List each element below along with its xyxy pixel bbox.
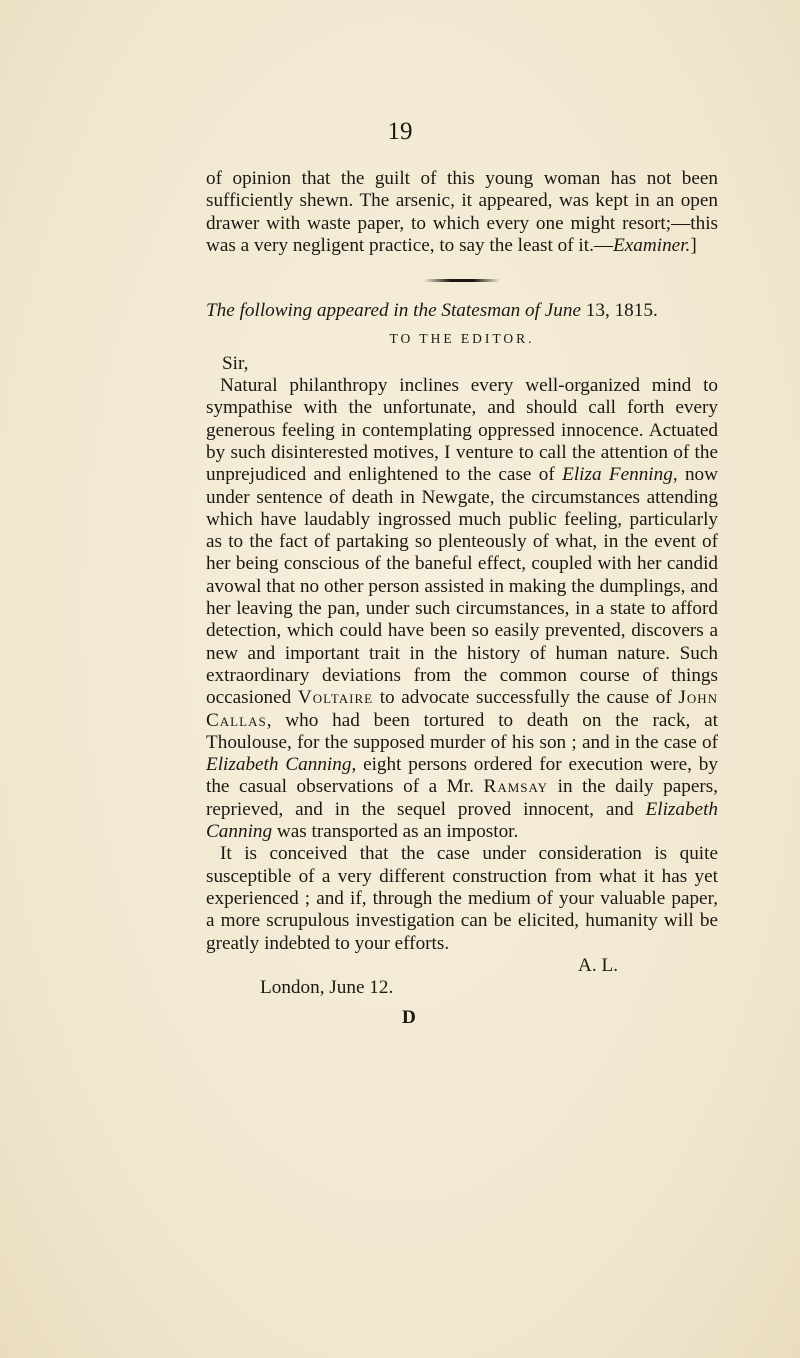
name-john-callas: John Callas — [206, 687, 718, 731]
para1-text: to advocate successfully the cause of — [373, 687, 679, 709]
para1-text: was transported as an impostor. — [272, 821, 519, 843]
section-heading — [206, 300, 718, 322]
intro-paragraph — [206, 168, 718, 257]
letter-paragraph-2: It is conceived that the case under consideration is quite susceptible of a very different construction from what it has yet experienced ; and if, through the medium of your valuable paper, a more scrupulous investigation can be elicited, humanity will be greatly indebted to your efforts. — [206, 843, 718, 954]
section-divider — [424, 279, 500, 282]
para1-text: , now under sentence of death in Newgate, the circumstances attending which have laudably ingrossed much public feeling, particularly as to the fact of partaking so plenteously of what, in the event of her being conscious of the baneful effect, coupled with her candid avowal that no other person assisted in making the dumplings, and her leaving the pan, under such circumstances, in a state to afford detection, which could have been so easily prevented, discovers a new and important trait in the history of human nature. Such extraordinary deviations from the common course of things occasioned — [206, 464, 719, 709]
to-editor-line: TO THE EDITOR. — [389, 331, 535, 347]
intro-close: ] — [690, 234, 697, 256]
intro-source: Examiner. — [613, 234, 691, 256]
para1-text: , who had been tortured to death on the rack, at Thoulouse, for the supposed murder of his son ; and in the case of — [206, 709, 718, 753]
page-text-block — [206, 168, 718, 1030]
page-number: 19 — [387, 118, 413, 145]
heading-date: 13, 1815. — [585, 300, 658, 322]
letter-paragraph-1 — [206, 375, 718, 843]
para1-text: in the daily papers, reprieved, and in the sequel proved innocent, and — [206, 776, 718, 820]
intro-text: of opinion that the guilt of this young woman has not been sufficiently shewn. The arsenic, it appeared, was kept in an open drawer with waste paper, to which every one might resort;—this was a very negligent practice, to say the least of it.— — [206, 168, 718, 256]
name-eliza-fenning: Eliza Fenning — [562, 464, 673, 486]
para1-text: Natural philanthropy inclines every well-organized mind to sympathise with the unfortunate, and should call forth every generous feeling in contemplating oppressed innocence. Actuated by such disinterested motives, I venture to call the attention of the unprejudiced and enlightened to the case of — [206, 375, 718, 486]
name-ramsay: Ramsay — [483, 776, 549, 798]
signature: A. L. — [578, 954, 618, 976]
name-elizabeth-canning: Elizabeth Canning — [206, 754, 352, 776]
name-voltaire: Voltaire — [297, 687, 374, 709]
place-date: London, June 12. — [260, 977, 394, 999]
signature-mark: D — [402, 1007, 416, 1029]
name-elizabeth-canning: Elizabeth Canning — [206, 798, 718, 843]
para1-text: , eight persons ordered for execution were, by the casual observations of a Mr. — [206, 754, 718, 798]
heading-text: The following appeared in the Statesman of June — [206, 300, 581, 322]
salutation: Sir, — [222, 352, 249, 374]
